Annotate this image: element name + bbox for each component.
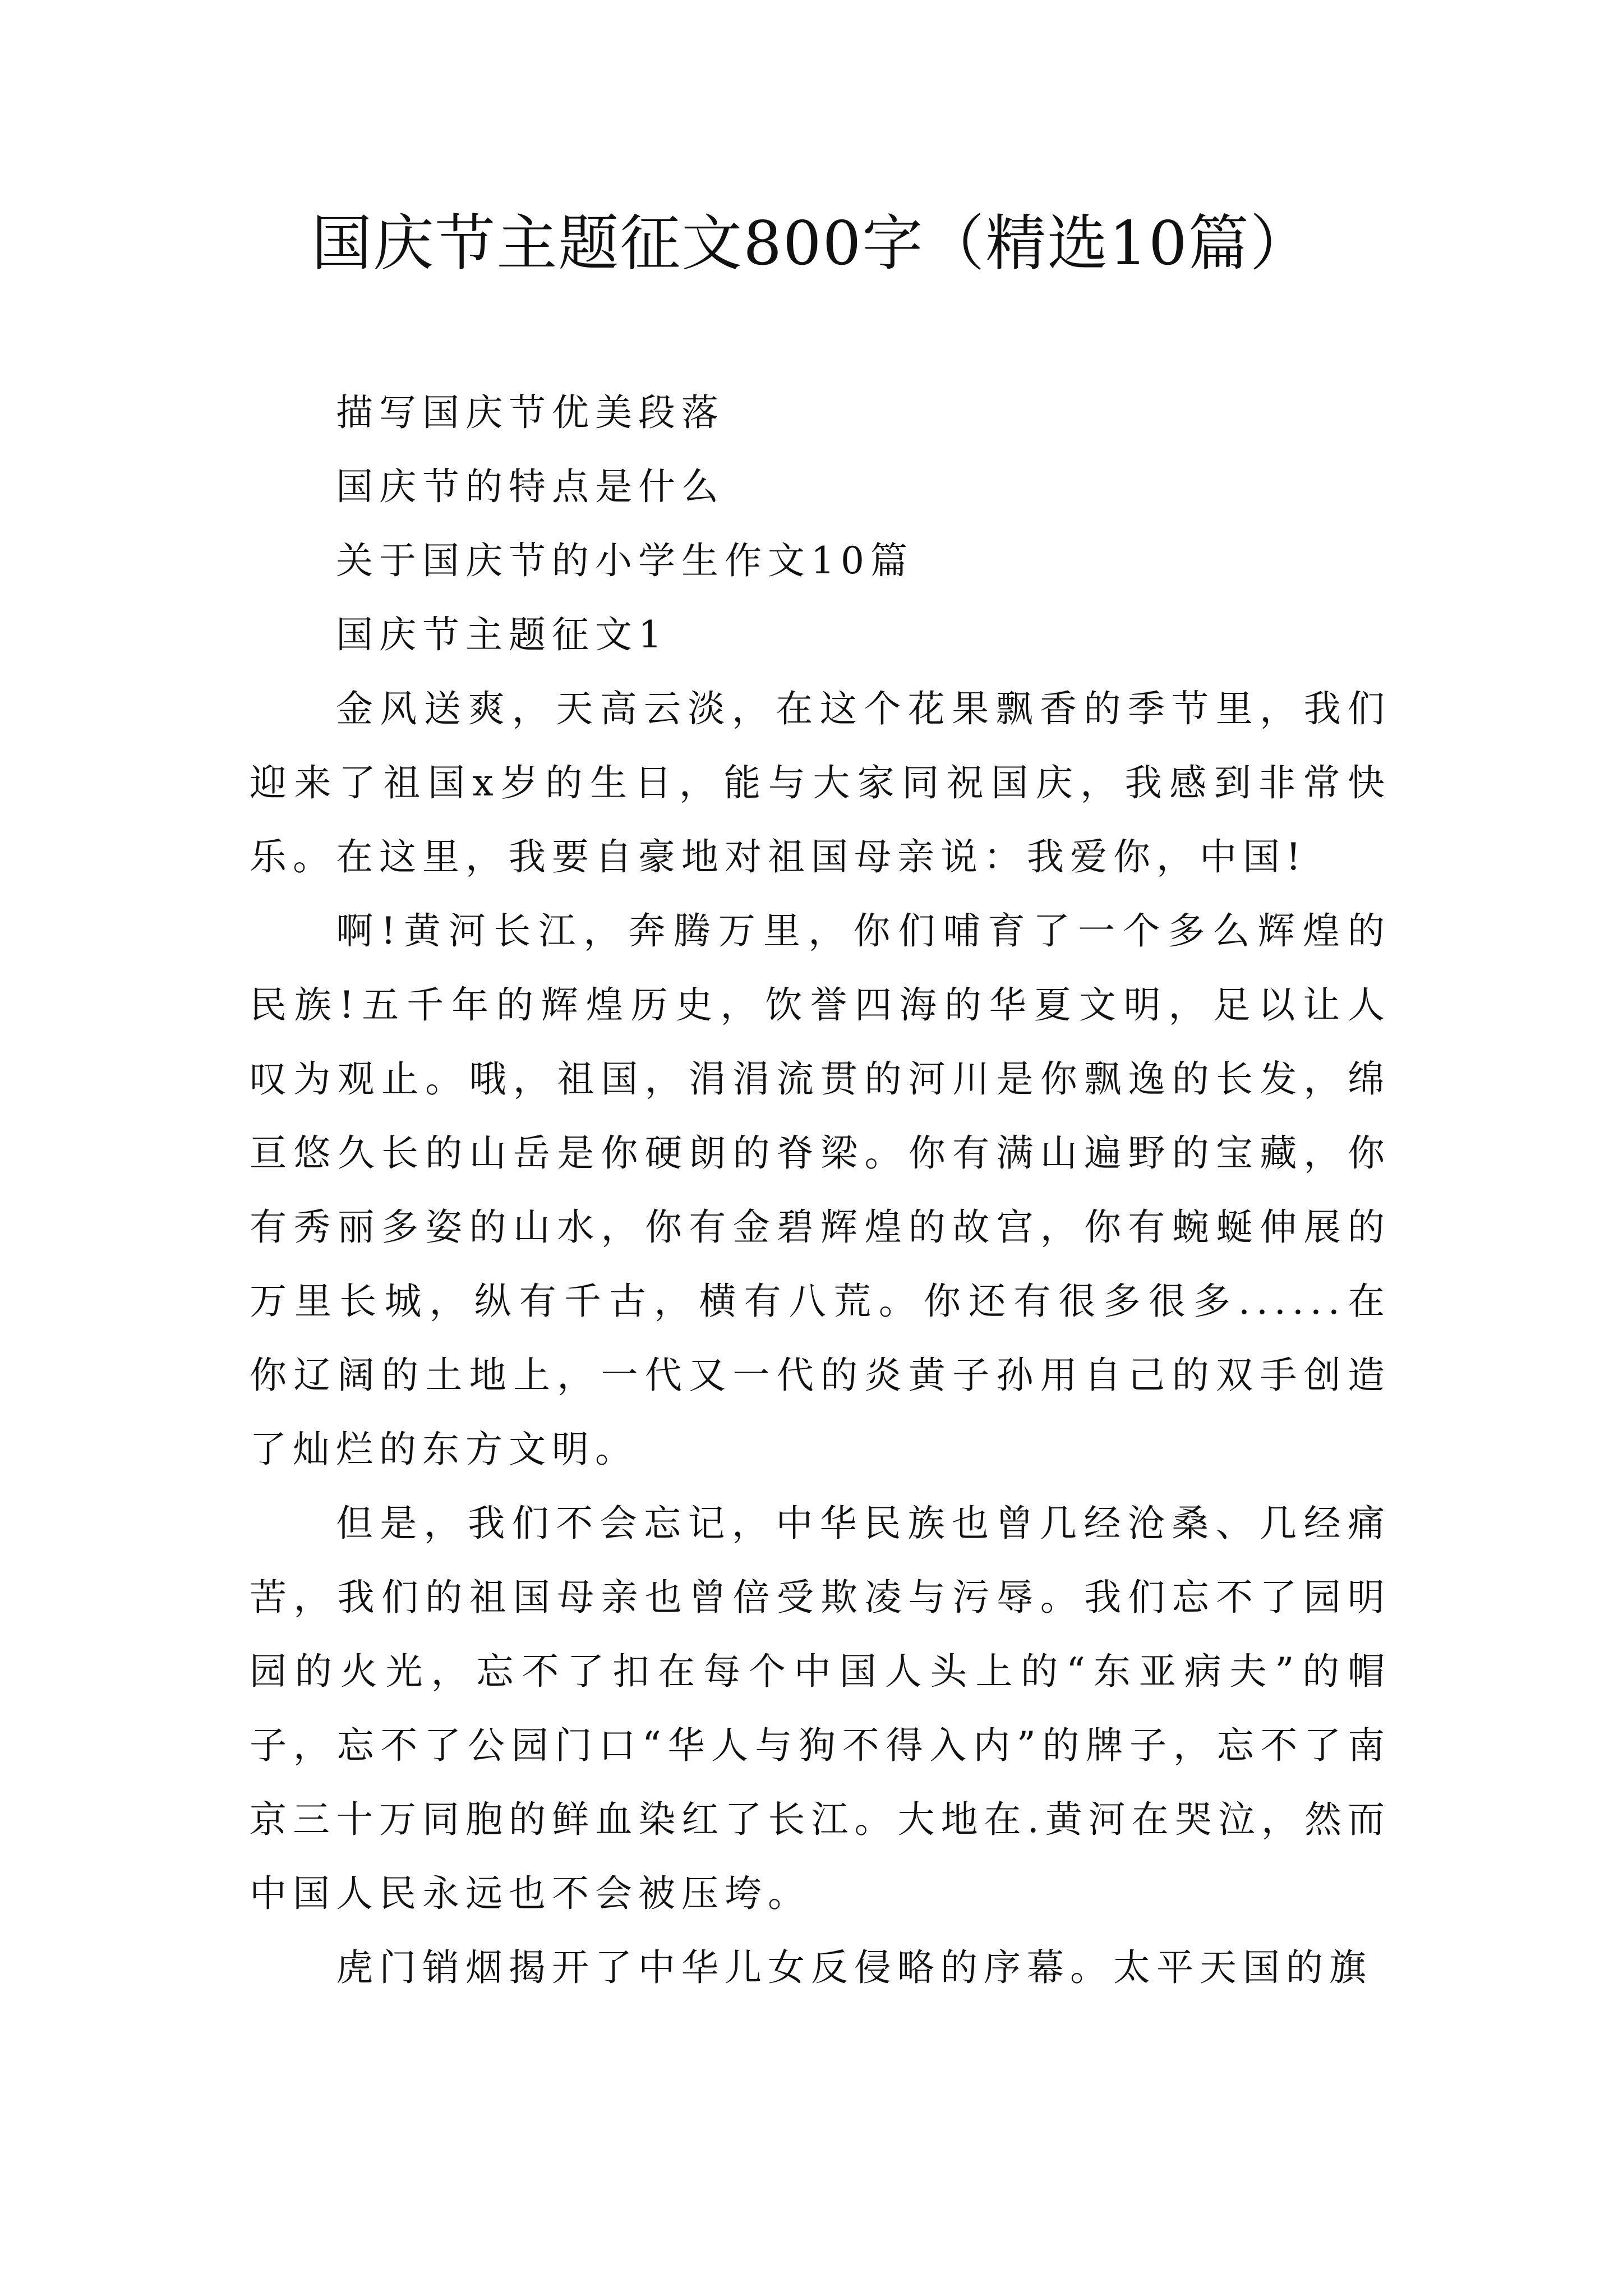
paragraph: 但是，我们不会忘记，中华民族也曾几经沧桑、几经痛苦，我们的祖国母亲也曾倍受欺凌与污辱。我们忘不了园明园的火光，忘不了扣在每个中国人头上的“东亚病夫”的帽子，忘不了公园门口“华人与狗不得入内”的牌子，忘不了南京三十万同胞的鲜血染红了长江。大地在.黄河在哭泣，然而中国人民永远也不会被压垮。 [250, 1502, 1391, 1915]
toc-item: 关于国庆节的小学生作文10篇 [336, 539, 914, 582]
paragraph: 金风送爽，天高云淡，在这个花果飘香的季节里，我们迎来了祖国x岁的生日，能与大家同祝国庆，我感到非常快乐。在这里，我要自豪地对祖国母亲说：我爱你，中国! [250, 687, 1391, 878]
toc-item: 描写国庆节优美段落 [336, 391, 725, 434]
section-heading: 国庆节主题征文1 [336, 613, 668, 656]
document-body [250, 376, 1391, 2005]
paragraph: 啊!黄河长江，奔腾万里，你们哺育了一个多么辉煌的民族!五千年的辉煌历史，饮誉四海的华夏文明，足以让人叹为观止。哦，祖国，涓涓流贯的河川是你飘逸的长发，绵亘悠久长的山岳是你硬朗的脊梁。你有满山遍野的宝藏，你有秀丽多姿的山水，你有金碧辉煌的故宫，你有蜿蜒伸展的万里长城，纵有千古，横有八荒。你还有很多很多......在你辽阔的土地上，一代又一代的炎黄子孙用自己的双手创造了灿烂的东方文明。 [250, 909, 1391, 1471]
toc-item: 国庆节的特点是什么 [336, 465, 725, 508]
document-title: 国庆节主题征文800字（精选10篇） [311, 209, 1312, 279]
paragraph: 虎门销烟揭开了中华儿女反侵略的序幕。太平天国的旗 [336, 1946, 1372, 1989]
